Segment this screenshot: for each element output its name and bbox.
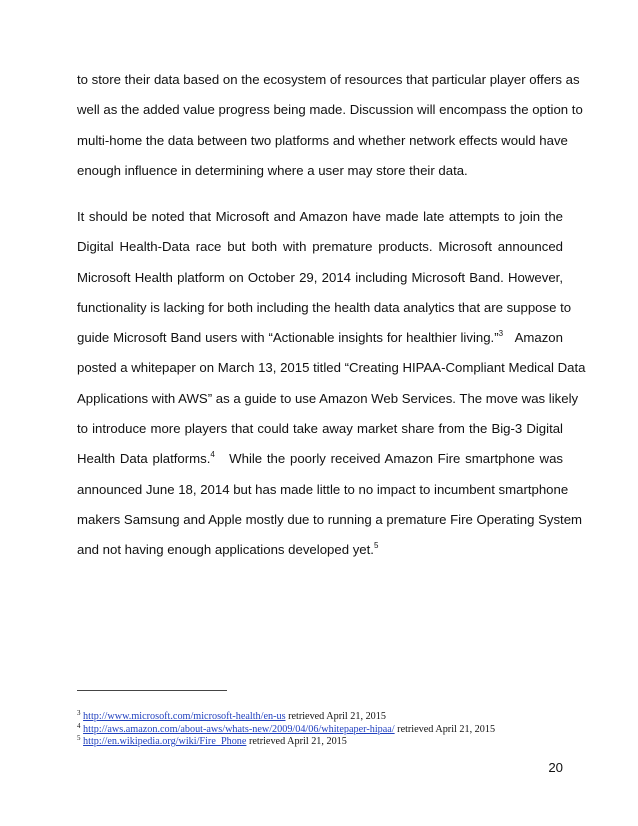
paragraph-2-line-7: Applications with AWS” as a guide to use Amazon Web Services. The move was likely — [77, 390, 579, 406]
paragraph-1 — [77, 65, 583, 186]
paragraph-2-line-9 — [77, 444, 563, 474]
paragraph-2-line-10: announced June 18, 2014 but has made little to no impact to incumbent smartphone — [77, 481, 569, 497]
paragraph-2-line-1: It should be noted that Microsoft and Amazon have made late attempts to join the — [77, 209, 563, 224]
paragraph-2-line-12 — [77, 535, 563, 565]
footnote-5-text: retrieved April 21, 2015 — [246, 736, 347, 747]
line-5-tail: Amazon — [514, 330, 563, 346]
footnote-marker-5: 5 — [373, 541, 379, 551]
footnote-4-link[interactable]: http://aws.amazon.com/about-aws/whats-new/2009/04/06/whitepaper-hipaa/ — [83, 723, 395, 735]
paragraph-2-line-5 — [77, 323, 563, 353]
footnote-3 — [77, 711, 567, 724]
footnotes — [77, 711, 567, 749]
footnote-4-marker: 4 — [77, 721, 81, 730]
page-number: 20 — [548, 760, 563, 775]
line-12-text: and not having enough applications developed yet. — [77, 542, 374, 558]
paragraph-2-line-4: functionality is lacking for both including the health data analytics that are suppose to — [77, 299, 572, 315]
paragraph-2-line-2: Digital Health-Data race but both with premature products. Microsoft announced — [77, 239, 563, 255]
line-9-tail: While the poorly received Amazon Fire smartphone was — [229, 451, 564, 467]
line-9-text: Health Data platforms. — [77, 451, 211, 467]
paragraph-2-line-8: to introduce more players that could take away market share from the Big-3 Digital — [77, 421, 563, 437]
paragraph-2-line-6: posted a whitepaper on March 13, 2015 titled “Creating HIPAA-Compliant Medical Data — [77, 360, 586, 376]
paragraph-2 — [77, 202, 586, 566]
footnote-4 — [77, 721, 567, 737]
paragraph-2-line-11: makers Samsung and Apple mostly due to running a premature Fire Operating System — [77, 511, 583, 527]
footnote-marker-3: 3 — [498, 329, 504, 339]
footnote-3-link[interactable]: http://www.microsoft.com/microsoft-health/en-us — [83, 711, 286, 722]
footnote-3-marker: 3 — [77, 709, 81, 717]
footnote-3-text: retrieved April 21, 2015 — [285, 711, 386, 722]
footnote-5 — [77, 736, 567, 749]
line-5-text: guide Microsoft Band users with “Actionable insights for healthier living.” — [77, 330, 499, 346]
paragraph-1-line-1: to store their data based on the ecosystem of resources that particular player offers as — [77, 72, 580, 87]
paragraph-1-line-4: enough influence in determining where a user may store their data. — [77, 162, 468, 178]
footnote-separator — [77, 690, 227, 691]
footnote-5-link[interactable]: http://en.wikipedia.org/wiki/Fire_Phone — [83, 736, 247, 747]
paragraph-1-line-2: well as the added value progress being made. Discussion will encompass the option to — [77, 102, 583, 118]
paragraph-1-line-3: multi-home the data between two platforms and whether network effects would have — [77, 132, 568, 148]
footnote-5-marker: 5 — [77, 734, 81, 742]
paragraph-2-line-3: Microsoft Health platform on October 29, 2014 including Microsoft Band. However, — [77, 269, 563, 285]
footnote-marker-4: 4 — [210, 450, 215, 460]
footnote-4-text: retrieved April 21, 2015 — [394, 723, 496, 735]
